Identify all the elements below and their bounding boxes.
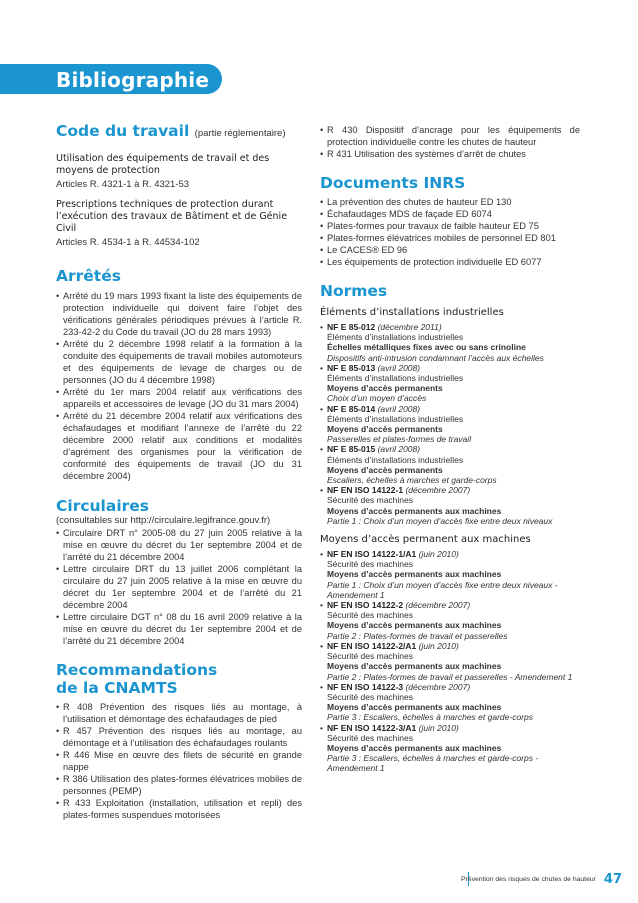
standard-code: NF EN ISO 14122-1 (327, 485, 404, 496)
standard-date: (juin 2010) (418, 640, 459, 651)
standard-date: (décembre 2007) (405, 600, 471, 611)
standard-item (320, 549, 580, 600)
banner-title: Bibliographie (56, 68, 210, 92)
standard-code: NF E 85-013 (327, 362, 376, 373)
list-item: • Arrêté du 19 mars 1993 fixant la liste des équipements de protection individuelle qui doivent faire l’objet des vérifications générales périodiques prévues à l’article R. 233-42-2 du Code du travail (JO du 28 mars 1993) (56, 290, 302, 338)
list-item: • R 433 Exploitation (installation, utilisation et repli) des plates-formes suspendues motorisées (56, 797, 302, 821)
standard-code: NF EN ISO 14122-2 (327, 600, 404, 611)
standard-part: Partie 1 : Choix d’un moyen d’accès fixe entre deux niveaux (327, 515, 553, 526)
inrs-list (320, 196, 580, 268)
list-item: • R 431 Utilisation des systèmes d’arrêt de chutes (320, 148, 580, 160)
standard-date: (juin 2010) (418, 722, 459, 733)
footer-text: Prévention des risques de chutes de hauteur (461, 876, 596, 883)
standard-category: Éléments d’installations industrielles (327, 373, 464, 384)
list-item: • Arrêté du 1er mars 2004 relatif aux vérifications des appareils et accessoires de levage (JO du 31 mars 2004) (56, 386, 302, 410)
standard-category: Sécurité des machines (327, 610, 413, 621)
standard-part: Partie 2 : Plates-formes de travail et passerelles (327, 630, 508, 641)
list-item: • Lettre circulaire DGT n° 08 du 16 avril 2009 relative à la mise en œuvre du décret du 1er septembre 2004 et de l’arrêté du 21 décembre 2004 (56, 611, 302, 647)
standard-title: Moyens d’accès permanents aux machines (327, 505, 502, 516)
standard-item (320, 600, 580, 641)
code-subheading-2: Prescriptions techniques de protection durant l’exécution des travaux de Bâtiment et de Génie Civil (56, 199, 288, 234)
standard-category: Éléments d’installations industrielles (327, 332, 464, 343)
standard-part: Partie 2 : Plates-formes de travail et passerelles - Amendement 1 (327, 671, 573, 682)
standard-category: Sécurité des machines (327, 691, 413, 702)
standard-category: Sécurité des machines (327, 495, 413, 506)
code-subheading-1: Utilisation des équipements de travail et des moyens de protection (56, 153, 270, 176)
ma-subheading: Moyens d’accès permanent aux machines (320, 534, 531, 546)
standard-part: Partie 3 : Escaliers, échelles à marches et garde-corps (327, 712, 533, 723)
code-articles-1: Articles R. 4321-1 à R. 4321-53 (56, 179, 190, 190)
standard-date: (avril 2008) (377, 362, 421, 373)
standard-category: Sécurité des machines (327, 559, 413, 570)
standard-title: Moyens d’accès permanents aux machines (327, 620, 502, 631)
standard-item (320, 363, 580, 404)
standard-part: Partie 1 : Choix d’un moyen d’accès fixe entre deux niveaux - Amendement 1 (327, 579, 558, 600)
circulaires-heading: Circulaires (56, 497, 150, 515)
standard-category: Éléments d’installations industrielles (327, 413, 464, 424)
ma-standards-list (320, 549, 580, 773)
documents-inrs-heading: Documents INRS (320, 174, 466, 192)
list-item: • Plates-formes pour travaux de faible hauteur ED 75 (320, 220, 580, 232)
standard-code: NF E 85-015 (327, 444, 376, 455)
standard-part: Escaliers, échelles à marches et garde-corps (327, 475, 497, 486)
list-item: • Le CACES® ED 96 (320, 244, 580, 256)
list-item: • Plates-formes élévatrices mobiles de personnel ED 801 (320, 232, 580, 244)
standard-code: NF EN ISO 14122-3 (327, 681, 404, 692)
standard-title: Moyens d’accès permanents aux machines (327, 702, 502, 713)
ei-subheading: Éléments d’installations industrielles (320, 307, 504, 318)
standard-code: NF EN ISO 14122-3/A1 (327, 722, 417, 733)
list-item: • Lettre circulaire DRT du 13 juillet 2006 complétant la circulaire du 27 juin 2005 relative à la mise en œuvre du décret du 1er septembre 2004 et de l’arrêté du 21 décembre 2004 (56, 563, 302, 611)
standard-title: Échelles métalliques fixes avec ou sans crinoline (327, 342, 526, 353)
arretes-list (56, 290, 302, 482)
standard-item (320, 682, 580, 723)
standard-date: (décembre 2007) (405, 485, 471, 496)
list-item: • La prévention des chutes de hauteur ED 130 (320, 196, 580, 208)
left-column (56, 122, 302, 821)
standard-item (320, 322, 580, 363)
recommandations-heading: Recommandations de la CNAMTS (56, 661, 218, 697)
list-item: • Les équipements de protection individuelle ED 6077 (320, 256, 580, 268)
list-item: • R 386 Utilisation des plates-formes élévatrices mobiles de personnes (PEMP) (56, 773, 302, 797)
standard-date: (juin 2010) (418, 549, 459, 560)
list-item: • Échafaudages MDS de façade ED 6074 (320, 208, 580, 220)
standard-item (320, 723, 580, 774)
standard-part: Partie 3 : Escaliers, échelles à marches et garde-corps - Amendement 1 (327, 753, 539, 774)
standard-code: NF EN ISO 14122-1/A1 (327, 549, 417, 560)
standard-item (320, 485, 580, 526)
standard-part: Passerelles et plates-formes de travail (327, 434, 472, 445)
standard-date: (avril 2008) (377, 403, 421, 414)
standard-category: Éléments d’installations industrielles (327, 454, 464, 465)
standard-code: NF E 85-014 (327, 403, 376, 414)
circulaires-note: (consultables sur http://circulaire.legifrance.gouv.fr) (56, 515, 271, 526)
standard-date: (décembre 2007) (405, 681, 471, 692)
standard-code: NF EN ISO 14122-2/A1 (327, 640, 417, 651)
standard-title: Moyens d’accès permanents (327, 383, 443, 394)
standard-title: Moyens d’accès permanents aux machines (327, 661, 502, 672)
list-item: • Arrêté du 21 décembre 2004 relatif aux vérifications des échafaudages et modifiant l’annexe de l’arrêté du 22 décembre 2000 relatif aux conditions et modalités d’agrément des organismes pour la vérification de conformité des équipements de travail (JO du 31 décembre 2004) (56, 410, 302, 482)
standard-date: (décembre 2011) (377, 322, 442, 332)
standard-item (320, 641, 580, 682)
standard-category: Sécurité des machines (327, 732, 413, 743)
recommandations-list (56, 701, 302, 821)
list-item: • Circulaire DRT n° 2005-08 du 27 juin 2005 relative à la mise en œuvre du décret du 1er septembre 2004 et de l’arrêté du 21 décembre 2004 (56, 527, 302, 563)
standard-part: Choix d’un moyen d’accès (327, 393, 427, 404)
page-footer (461, 872, 622, 887)
standard-title: Moyens d’accès permanents aux machines (327, 742, 502, 753)
list-item: • R 408 Prévention des risques liés au montage, à l’utilisation et démontage des échafaudages de pied (56, 701, 302, 725)
standard-part: Dispositifs anti-intrusion condamnant l’accès aux échelles (327, 352, 544, 363)
normes-heading: Normes (320, 282, 388, 300)
recommandations-list-cont (320, 124, 580, 160)
code-du-travail-heading: Code du travail (partie réglementaire) (56, 122, 286, 140)
section-banner (0, 64, 222, 94)
standard-title: Moyens d’accès permanents (327, 424, 443, 435)
ei-standards-list (320, 322, 580, 526)
standard-title: Moyens d’accès permanents (327, 464, 443, 475)
standard-item (320, 444, 580, 485)
list-item: • R 430 Dispositif d’ancrage pour les équipements de protection individuelle contre les chutes de hauteur (320, 124, 580, 148)
standard-date: (avril 2008) (377, 444, 421, 455)
standard-code: NF E 85-012 (327, 322, 376, 332)
code-articles-2: Articles R. 4534-1 à R. 44534-102 (56, 237, 200, 248)
circulaires-list (56, 527, 302, 647)
list-item: • Arrêté du 2 décembre 1998 relatif à la formation à la conduite des équipements de travail mobiles automoteurs et des équipements de levage de charges ou de personnes (JO du 4 décembre 1998) (56, 338, 302, 386)
arretes-heading: Arrêtés (56, 267, 121, 285)
list-item: • R 457 Prévention des risques liés au montage, au démontage et à l’utilisation des échafaudages roulants (56, 725, 302, 749)
standard-title: Moyens d’accès permanents aux machines (327, 569, 502, 580)
page-number: 47 (603, 872, 622, 887)
right-column (320, 124, 580, 774)
standard-item (320, 404, 580, 445)
standard-category: Sécurité des machines (327, 651, 413, 662)
list-item: • R 446 Mise en œuvre des filets de sécurité en grande nappe (56, 749, 302, 773)
